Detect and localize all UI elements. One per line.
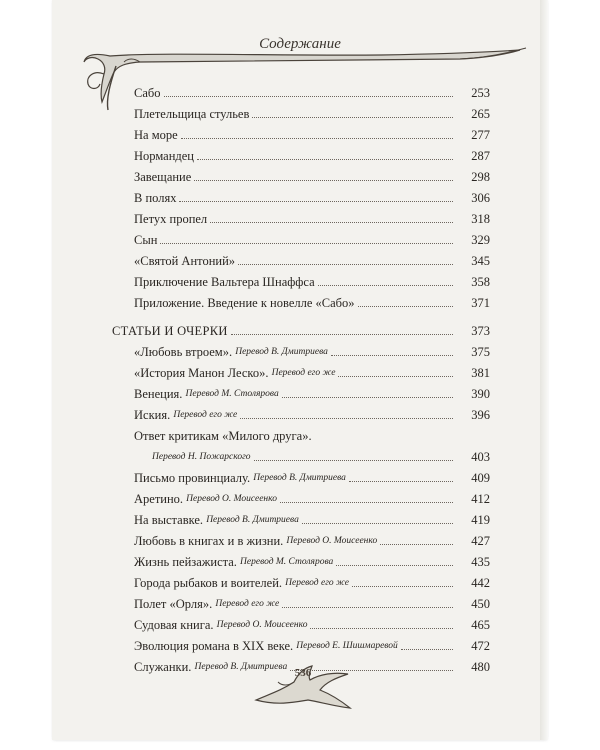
- dot-leader: [194, 180, 453, 181]
- article-translator: Перевод В. Дмитриева: [194, 662, 288, 672]
- article-title: Служанки.: [134, 660, 192, 674]
- entry-title: «Святой Антоний»: [134, 254, 236, 268]
- toc-entry: [134, 82, 490, 100]
- article-entry: [134, 635, 490, 653]
- entry-page: 253: [471, 86, 490, 100]
- entry-title: Плетельщица стульев: [134, 107, 250, 121]
- article-page: 419: [471, 513, 490, 527]
- article-page: 396: [471, 408, 490, 422]
- toc-entry: [134, 145, 490, 163]
- article-entry: [134, 383, 490, 401]
- dot-leader: [349, 481, 453, 482]
- section-title: СТАТЬИ И ОЧЕРКИ: [112, 324, 228, 338]
- article-title: «Любовь втроем».: [134, 345, 233, 359]
- dot-leader: [254, 460, 453, 461]
- dot-leader: [210, 222, 453, 223]
- article-translator: Перевод В. Дмитриева: [235, 347, 328, 357]
- article-translator: Перевод О. Моисеенко: [286, 536, 378, 546]
- article-entry: [134, 488, 490, 506]
- article-translator: Перевод его же: [285, 578, 349, 588]
- dot-leader: [318, 285, 453, 286]
- article-page: 412: [471, 492, 490, 506]
- toc-entry: [134, 271, 490, 289]
- entry-title: Сын: [134, 233, 158, 247]
- article-translator: Перевод его же: [215, 599, 280, 609]
- article-title: Города рыбаков и воителей.: [134, 576, 283, 590]
- article-entry: [134, 614, 490, 632]
- article-translator: Перевод В. Дмитриева: [253, 473, 346, 483]
- article-entry: [134, 530, 490, 548]
- page-edge: [540, 0, 548, 740]
- toc-entry: [134, 124, 490, 142]
- dot-leader: [238, 264, 453, 265]
- toc-entry: [134, 250, 490, 268]
- toc-entry: [134, 208, 490, 226]
- article-page: 450: [471, 597, 490, 611]
- article-entry: [134, 467, 490, 485]
- entry-title: На море: [134, 128, 178, 142]
- article-page: 435: [471, 555, 490, 569]
- article-page: 381: [471, 366, 490, 380]
- entry-page: 345: [471, 254, 490, 268]
- dot-leader: [282, 607, 453, 608]
- article-page: 409: [471, 471, 490, 485]
- entry-page: 277: [471, 128, 490, 142]
- section-page: 373: [471, 324, 490, 338]
- dot-leader: [380, 544, 453, 545]
- article-entry: [134, 572, 490, 590]
- entry-page: 265: [471, 107, 490, 121]
- entry-title: Петух пропел: [134, 212, 208, 226]
- article-title: Аретино.: [134, 492, 184, 506]
- article-title: Ответ критикам «Милого друга».: [134, 429, 312, 443]
- article-title: Полет «Орля».: [134, 597, 213, 611]
- article-translator: Перевод В. Дмитриева: [206, 515, 299, 525]
- article-title: Жизнь пейзажиста.: [134, 555, 237, 569]
- entry-title: Сабо: [134, 86, 161, 100]
- dot-leader: [358, 306, 453, 307]
- entry-title: В полях: [134, 191, 177, 205]
- article-translator: Перевод О. Моисеенко: [216, 620, 308, 630]
- entry-page: 318: [471, 212, 490, 226]
- article-title: Иския.: [134, 408, 171, 422]
- entry-page: 371: [471, 296, 490, 310]
- article-entry: [134, 362, 490, 380]
- dot-leader: [302, 523, 453, 524]
- article-translator: Перевод Н. Пожарского: [152, 452, 251, 462]
- article-title: Венеция.: [134, 387, 183, 401]
- section-heading: [112, 320, 490, 338]
- article-entry: [134, 425, 490, 443]
- article-page: 472: [471, 639, 490, 653]
- article-title: Судовая книга.: [134, 618, 214, 632]
- entry-page: 298: [471, 170, 490, 184]
- article-page: 427: [471, 534, 490, 548]
- article-title: Эволюция романа в XIX веке.: [134, 639, 294, 653]
- toc-entry: [134, 166, 490, 184]
- article-translator: Перевод М. Столярова: [240, 557, 334, 567]
- article-translator: Перевод О. Моисеенко: [186, 494, 277, 504]
- entry-title: Приложение. Введение к новелле «Сабо»: [134, 296, 355, 310]
- article-translator: Перевод его же: [173, 410, 238, 420]
- article-page: 375: [471, 345, 490, 359]
- dot-leader: [352, 586, 453, 587]
- article-title: Любовь в книгах и в жизни.: [134, 534, 284, 548]
- entry-page: 329: [471, 233, 490, 247]
- toc-entry: [134, 292, 490, 310]
- entry-title: Приключение Вальтера Шнаффса: [134, 275, 315, 289]
- article-page: 465: [471, 618, 490, 632]
- article-translator: Перевод его же: [271, 368, 336, 378]
- dot-leader: [160, 243, 453, 244]
- dot-leader: [240, 418, 453, 419]
- dot-leader: [338, 376, 453, 377]
- dot-leader: [231, 334, 453, 335]
- article-entry-continuation: [134, 446, 490, 464]
- dot-leader: [164, 96, 454, 97]
- article-entry: [134, 509, 490, 527]
- toc-entry: [134, 103, 490, 121]
- dot-leader: [181, 138, 453, 139]
- article-page: 442: [471, 576, 490, 590]
- article-entry: [134, 593, 490, 611]
- article-page: 403: [471, 450, 490, 464]
- dot-leader: [280, 502, 453, 503]
- article-title: Письмо провинциалу.: [134, 471, 251, 485]
- article-entry: [134, 341, 490, 359]
- page-number: 536: [294, 667, 312, 679]
- dot-leader: [310, 628, 453, 629]
- article-title: На выставке.: [134, 513, 204, 527]
- dot-leader: [282, 397, 453, 398]
- entry-title: Завещание: [134, 170, 192, 184]
- page-title: Содержание: [259, 36, 341, 52]
- article-page: 390: [471, 387, 490, 401]
- dot-leader: [331, 355, 453, 356]
- entry-page: 358: [471, 275, 490, 289]
- entry-page: 306: [471, 191, 490, 205]
- dot-leader: [179, 201, 453, 202]
- article-entry: [134, 404, 490, 422]
- entry-title: Нормандец: [134, 149, 194, 163]
- article-page: 480: [471, 660, 490, 674]
- toc-entry: [134, 187, 490, 205]
- article-translator: Перевод М. Столярова: [185, 389, 279, 399]
- dot-leader: [401, 649, 453, 650]
- dot-leader: [197, 159, 453, 160]
- dot-leader: [336, 565, 453, 566]
- dot-leader: [252, 117, 453, 118]
- toc-entry: [134, 229, 490, 247]
- article-translator: Перевод Е. Шишмаревой: [296, 641, 398, 651]
- article-entry: [134, 551, 490, 569]
- article-title: «История Манон Леско».: [134, 366, 269, 380]
- entry-page: 287: [471, 149, 490, 163]
